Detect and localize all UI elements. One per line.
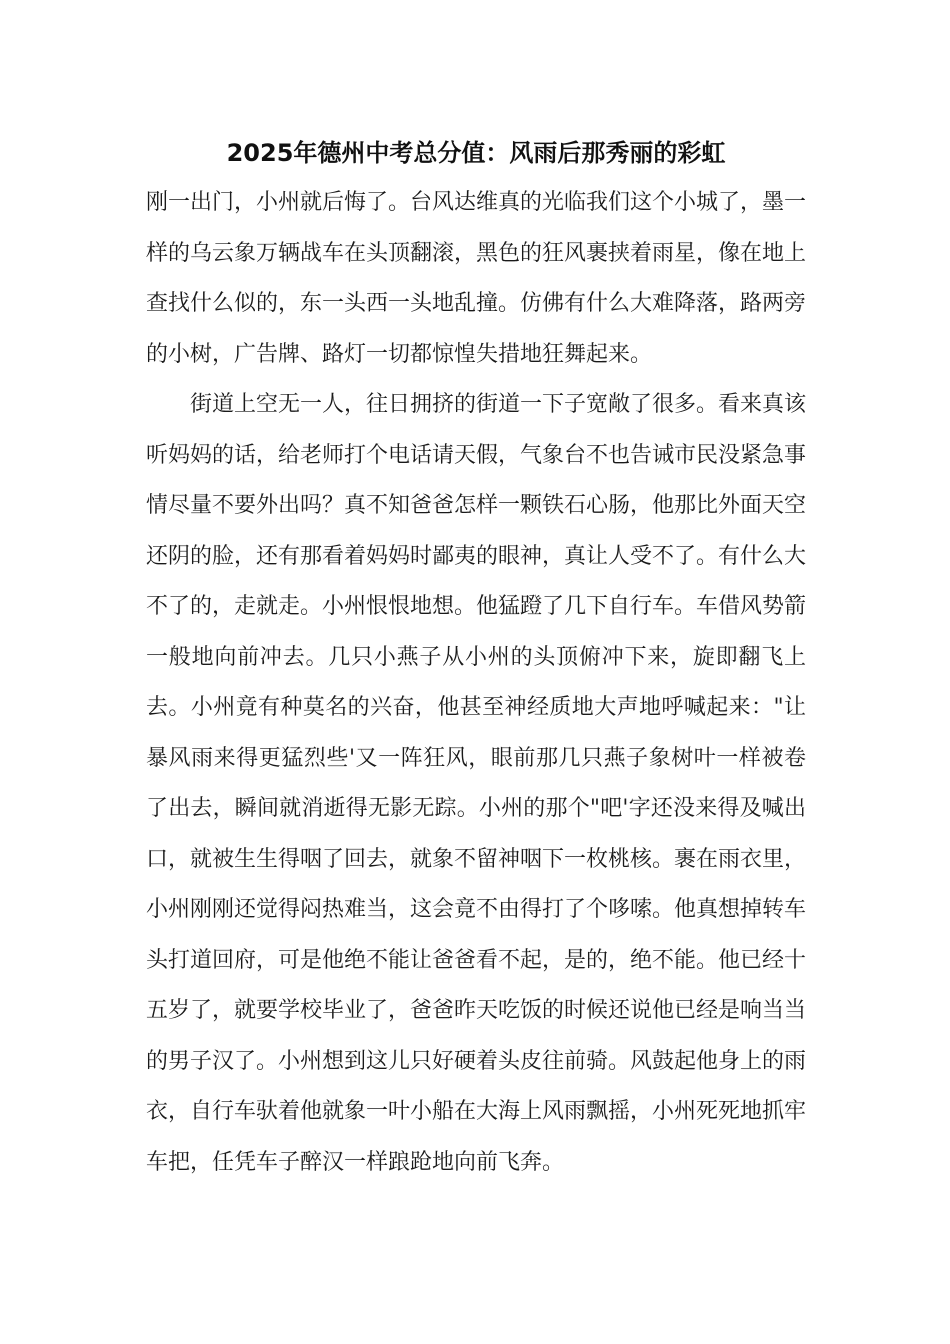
document-title: 2025年德州中考总分值：风雨后那秀丽的彩虹 bbox=[226, 139, 726, 167]
paragraph-1: 刚一出门，小州就后悔了。台风达维真的光临我们这个小城了，墨一样的乌云象万辆战车在头顶翻滚，黑色的狂风裹挟着雨星，像在地上查找什么似的，东一头西一头地乱撞。仿佛有什么大难降落，路两旁的小树，广告牌、路灯一切都惊惶失措地狂舞起来。 bbox=[146, 190, 807, 367]
paragraph-2: 街道上空无一人，往日拥挤的街道一下子宽敞了很多。看来真该听妈妈的话，给老师打个电话请天假，气象台不也告诫市民没紧急事情尽量不要外出吗？真不知爸爸怎样一颗铁石心肠，他那比外面天空还阴的脸，还有那看着妈妈时鄙夷的眼神，真让人受不了。有什么大不了的，走就走。小州恨恨地想。他猛蹬了几下自行车。车借风势箭一般地向前冲去。几只小燕子从小州的头顶俯冲下来，旋即翻飞上去。小州竟有种莫名的兴奋，他甚至神经质地大声地呼喊起来："让暴风雨来得更猛烈些'又一阵狂风，眼前那几只燕子象树叶一样被卷了出去，瞬间就消逝得无影无踪。小州的那个"吧'字还没来得及喊出口，就被生生得咽了回去，就象不留神咽下一枚桃核。裹在雨衣里，小州刚刚还觉得闷热难当，这会竟不由得打了个哆嗦。他真想掉转车头打道回府，可是他绝不能让爸爸看不起，是的，绝不能。他已经十五岁了，就要学校毕业了，爸爸昨天吃饭的时候还说他已经是响当当的男子汉了。小州想到这儿只好硬着头皮往前骑。风鼓起他身上的雨衣，自行车驮着他就象一叶小船在大海上风雨飘摇，小州死死地抓牢车把，任凭车子醉汉一样踉跄地向前飞奔。 bbox=[146, 392, 807, 1175]
document-body bbox=[146, 128, 806, 1188]
